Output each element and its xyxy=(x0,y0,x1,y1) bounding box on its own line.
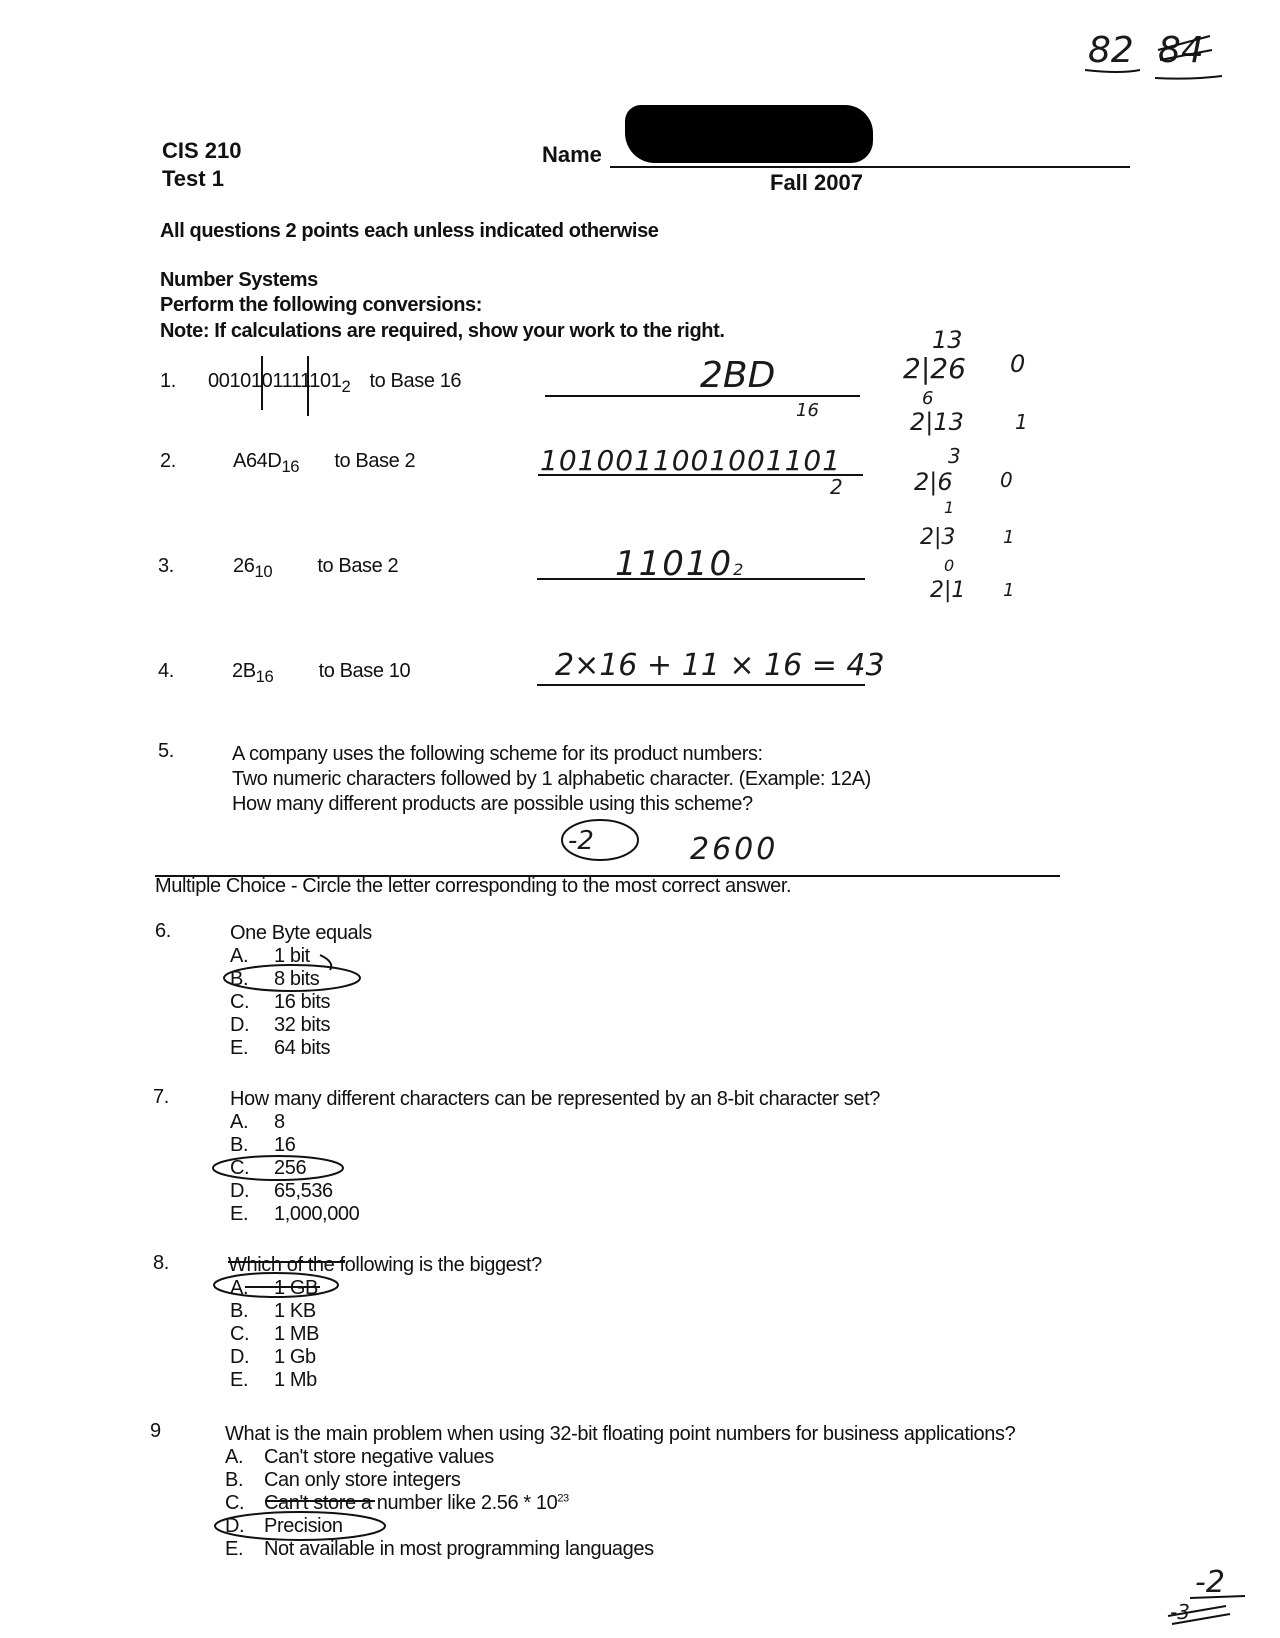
option[interactable]: E. Not available in most programming languages xyxy=(225,1538,654,1560)
answer-circle xyxy=(215,1512,385,1540)
instructions: All questions 2 points each unless indicated otherwise xyxy=(160,220,659,242)
section-subtitle: Perform the following conversions: xyxy=(160,294,482,316)
option[interactable]: B. 1 KB xyxy=(230,1300,316,1322)
question-text: How many different characters can be represented by an 8-bit character set? xyxy=(230,1088,880,1110)
question-text: A company uses the following scheme for its product numbers: xyxy=(232,743,763,765)
deduction-circle xyxy=(562,820,638,860)
name-label: Name xyxy=(542,142,602,167)
question-value: $0010101111101_2$ to Base 16 xyxy=(208,370,462,396)
score-current: 82 xyxy=(1088,30,1134,71)
deduction-underline xyxy=(1190,1596,1245,1598)
work-quotient: 6 xyxy=(922,388,934,409)
option[interactable]: D. 65,536 xyxy=(230,1180,333,1202)
option[interactable]: C. 256 xyxy=(230,1157,307,1179)
work-remainder: 1 xyxy=(1015,410,1028,434)
score-crossed-out: 84 xyxy=(1158,30,1204,71)
test-label: Test 1 xyxy=(162,166,224,191)
question-number: 5. xyxy=(158,740,174,762)
course-code: CIS 210 xyxy=(162,138,242,163)
question-number: 3. xyxy=(158,555,174,577)
option[interactable]: C. 16 bits xyxy=(230,991,331,1013)
page-deduction-crossed: -3 xyxy=(1170,1600,1190,1624)
term-label: Fall 2007 xyxy=(770,170,863,195)
work-remainder: 1 xyxy=(1003,580,1015,601)
question-value: $A64D_{16}$ to Base 2 xyxy=(233,450,416,476)
deduction-mark: -2 xyxy=(568,826,594,856)
work-quotient: 13 xyxy=(932,326,963,354)
answer-circle xyxy=(213,1156,343,1180)
page-deduction: -2 xyxy=(1195,1565,1225,1600)
answer-circle xyxy=(214,1273,338,1297)
question-text: Which of the following is the biggest? xyxy=(228,1254,542,1276)
work-division: 2|26 xyxy=(903,352,966,385)
deduction-strike xyxy=(1168,1606,1230,1624)
option[interactable]: C. Can't store a number like $2.56 * 10^{23}$ xyxy=(225,1492,569,1514)
option[interactable]: D. 1 Gb xyxy=(230,1346,316,1368)
option[interactable]: B. 8 bits xyxy=(230,968,320,990)
answer-circle xyxy=(224,965,360,991)
question-number: 1. xyxy=(160,370,176,392)
question-text: What is the main problem when using 32-bit floating point numbers for business applications? xyxy=(225,1423,1016,1445)
question-text: One Byte equals xyxy=(230,922,372,944)
question-text: Two numeric characters followed by 1 alphabetic character. (Example: 12A) xyxy=(232,768,871,790)
work-division: 2|13 xyxy=(910,408,964,436)
work-quotient: 0 xyxy=(944,556,955,575)
work-quotient: 3 xyxy=(948,444,961,468)
option[interactable]: B. 16 xyxy=(230,1134,296,1156)
work-division: 2|6 xyxy=(914,468,953,496)
section-title: Number Systems xyxy=(160,269,318,291)
work-division: 2|3 xyxy=(920,525,956,550)
option[interactable]: D. Precision xyxy=(225,1515,343,1537)
question-value: $26_{10}$ to Base 2 xyxy=(233,555,399,581)
work-quotient: 1 xyxy=(944,498,955,517)
question-value: $2B_{16}$ to Base 10 xyxy=(232,660,411,686)
score-strike xyxy=(1158,36,1212,60)
answer-value: 2600 xyxy=(690,832,779,867)
question-number: 7. xyxy=(153,1086,169,1108)
section-title: Multiple Choice - Circle the letter corresponding to the most correct answer. xyxy=(155,875,792,897)
option[interactable]: C. 1 MB xyxy=(230,1323,320,1345)
question-number: 6. xyxy=(155,920,171,942)
question-number: 4. xyxy=(158,660,174,682)
work-remainder: 0 xyxy=(1000,468,1013,492)
answer-value: 1010011001001101 xyxy=(540,444,842,477)
question-number: 9 xyxy=(150,1420,161,1442)
work-remainder: 1 xyxy=(1003,527,1015,548)
option[interactable]: D. 32 bits xyxy=(230,1014,331,1036)
answer-subscript: 2 xyxy=(830,475,843,499)
answer-value: 2×16 + 11 × 16 = 43 xyxy=(555,648,885,683)
option[interactable]: A. 8 xyxy=(230,1111,285,1133)
answer-subscript: 16 xyxy=(796,400,819,421)
option[interactable]: E. 64 bits xyxy=(230,1037,331,1059)
question-number: 8. xyxy=(153,1252,169,1274)
option[interactable]: A. 1 GB xyxy=(230,1277,318,1299)
option[interactable]: A. Can't store negative values xyxy=(225,1446,494,1468)
answer-value: 2BD xyxy=(700,355,776,396)
question-number: 2. xyxy=(160,450,176,472)
option[interactable]: B. Can only store integers xyxy=(225,1469,461,1491)
question-text: How many different products are possible using this scheme? xyxy=(232,793,753,815)
option[interactable]: E. 1 Mb xyxy=(230,1369,317,1391)
score-underline xyxy=(1085,70,1140,72)
option[interactable]: A. 1 bit xyxy=(230,945,310,967)
work-remainder: 0 xyxy=(1010,350,1026,378)
section-note: Note: If calculations are required, show your work to the right. xyxy=(160,320,725,342)
answer-value: 110102 xyxy=(615,544,746,584)
work-division: 2|1 xyxy=(930,578,966,603)
option[interactable]: E. 1,000,000 xyxy=(230,1203,360,1225)
score-underline xyxy=(1155,76,1222,79)
